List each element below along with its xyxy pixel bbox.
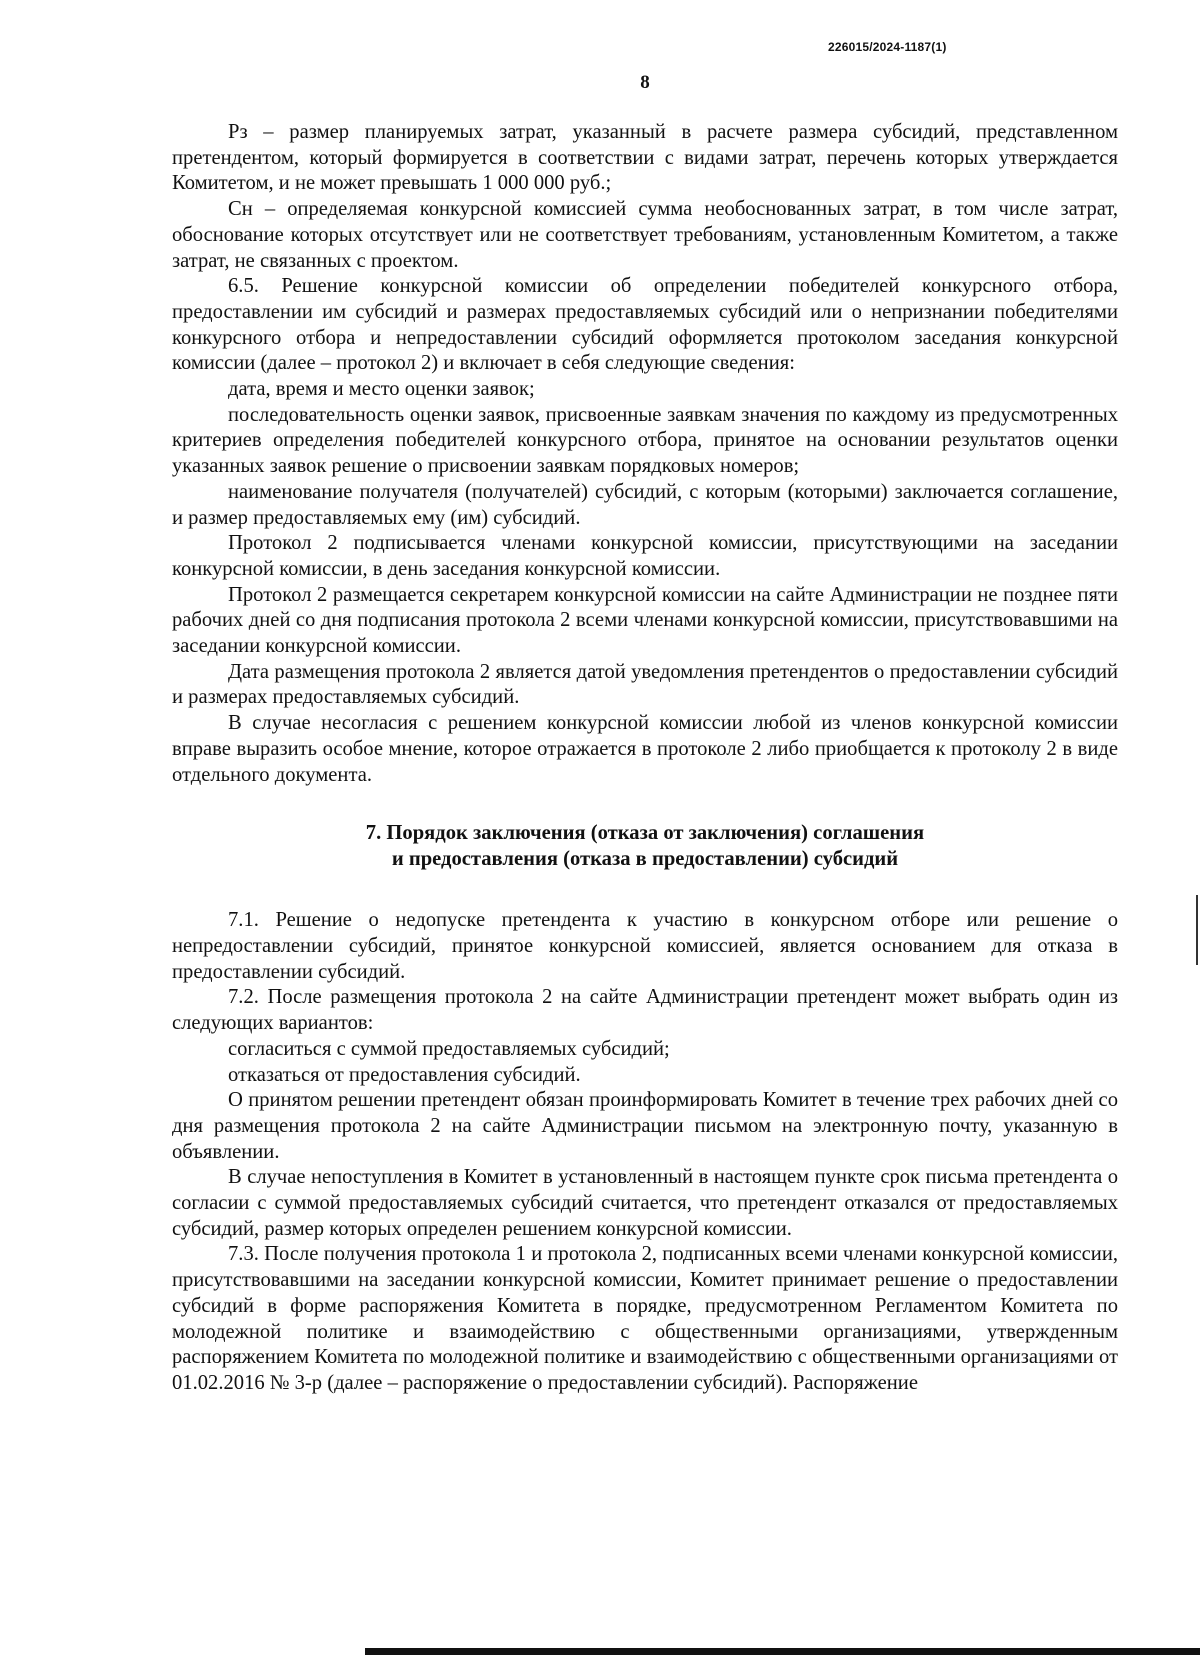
- paragraph: дата, время и место оценки заявок;: [228, 378, 535, 401]
- paragraph: наименование получателя (получателей) субсидий, с которым (которыми) заключается соглашение, и размер предоставляемых ему (им) субсидий.: [172, 480, 1118, 529]
- section-heading-line-1: 7. Порядок заключения (отказа от заключения) соглашения: [365, 822, 925, 845]
- section-heading-line-2: и предоставления (отказа в предоставлении) субсидий: [391, 848, 899, 871]
- paragraph: 6.5. Решение конкурсной комиссии об определении победителей конкурсного отбора, предоставлении им субсидий и размерах предоставляемых субсидий или о непризнании победителями конкурсного отбора и непредоставлении субсидий оформляется протоколом заседания конкурсной комиссии (далее – протокол 2) и включает в себя следующие сведения:: [172, 275, 1118, 375]
- paragraph: последовательность оценки заявок, присвоенные заявкам значения по каждому из предусмотренных критериев определения победителей конкурсного отбора, принятое на основании результатов оценки указанных заявок решение о присвоении заявкам порядковых номеров;: [172, 403, 1118, 478]
- paragraph: Сн – определяемая конкурсной комиссией сумма необоснованных затрат, в том числе затрат, обоснование которых отсутствует или не соответствует требованиям, установленным Комитетом, а также затрат, не связанных с проектом.: [172, 198, 1118, 272]
- scan-bottom-rule: [365, 1648, 1200, 1655]
- paragraph: Дата размещения протокола 2 является датой уведомления претендентов о предоставлении субсидий и размерах предоставляемых субсидий.: [172, 660, 1118, 709]
- document-registration-number: 226015/2024-1187(1): [828, 40, 947, 54]
- scan-edge-mark: [1196, 895, 1198, 965]
- paragraph: согласиться с суммой предоставляемых субсидий;: [228, 1037, 670, 1060]
- paragraph: Рз – размер планируемых затрат, указанный в расчете размера субсидий, представленном претендентом, который формируется в соответствии с видами затрат, перечень которых утверждается Комитетом, и не может превышать 1 000 000 руб.;: [172, 121, 1118, 195]
- section-heading: [172, 820, 1118, 872]
- paragraph: отказаться от предоставления субсидий.: [228, 1063, 581, 1086]
- paragraph: В случае непоступления в Комитет в установленный в настоящем пункте срок письма претендента о согласии с суммой предоставляемых субсидий считается, что претендент отказался от предоставляемых субсидий, размер которых определен решением конкурсной комиссии.: [172, 1166, 1118, 1240]
- paragraph: Протокол 2 размещается секретарем конкурсной комиссии на сайте Администрации не позднее пяти рабочих дней со дня подписания протокола 2 всеми членами конкурсной комиссии, присутствовавшими на заседании конкурсной комиссии.: [172, 583, 1118, 658]
- paragraph: В случае несогласия с решением конкурсной комиссии любой из членов конкурсной комиссии вправе выразить особое мнение, которое отражается в протоколе 2 либо приобщается к протоколу 2 в виде отдельного документа.: [172, 712, 1118, 786]
- page-number: 8: [640, 72, 650, 93]
- paragraph: 7.3. После получения протокола 1 и протокола 2, подписанных всеми членами конкурсной комиссии, присутствовавшими на заседании конкурсной комиссии, Комитет принимает решение о предоставлении субсидий в форме распоряжения Комитета в порядке, предусмотренном Регламентом Комитета по молодежной политике и взаимодействию с общественными организациями, утвержденным распоряжением Комитета по молодежной политике и взаимодействию с общественными организациями от 01.02.2016 № 3-р (далее – распоряжение о предоставлении субсидий). Распоряжение: [172, 1243, 1118, 1394]
- paragraph: 7.2. После размещения протокола 2 на сайте Администрации претендент может выбрать один из следующих вариантов:: [172, 986, 1118, 1035]
- paragraph: Протокол 2 подписывается членами конкурсной комиссии, присутствующими на заседании конкурсной комиссии, в день заседания конкурсной комиссии.: [172, 532, 1118, 580]
- paragraph: 7.1. Решение о недопуске претендента к участию в конкурсном отборе или решение о непредоставлении субсидий, принятое конкурсной комиссией, является основанием для отказа в предоставлении субсидий.: [172, 909, 1118, 983]
- paragraph: О принятом решении претендент обязан проинформировать Комитет в течение трех рабочих дней со дня размещения протокола 2 на сайте Администрации письмом на электронную почту, указанную в объявлении.: [172, 1089, 1118, 1163]
- document-body: [172, 120, 1118, 1397]
